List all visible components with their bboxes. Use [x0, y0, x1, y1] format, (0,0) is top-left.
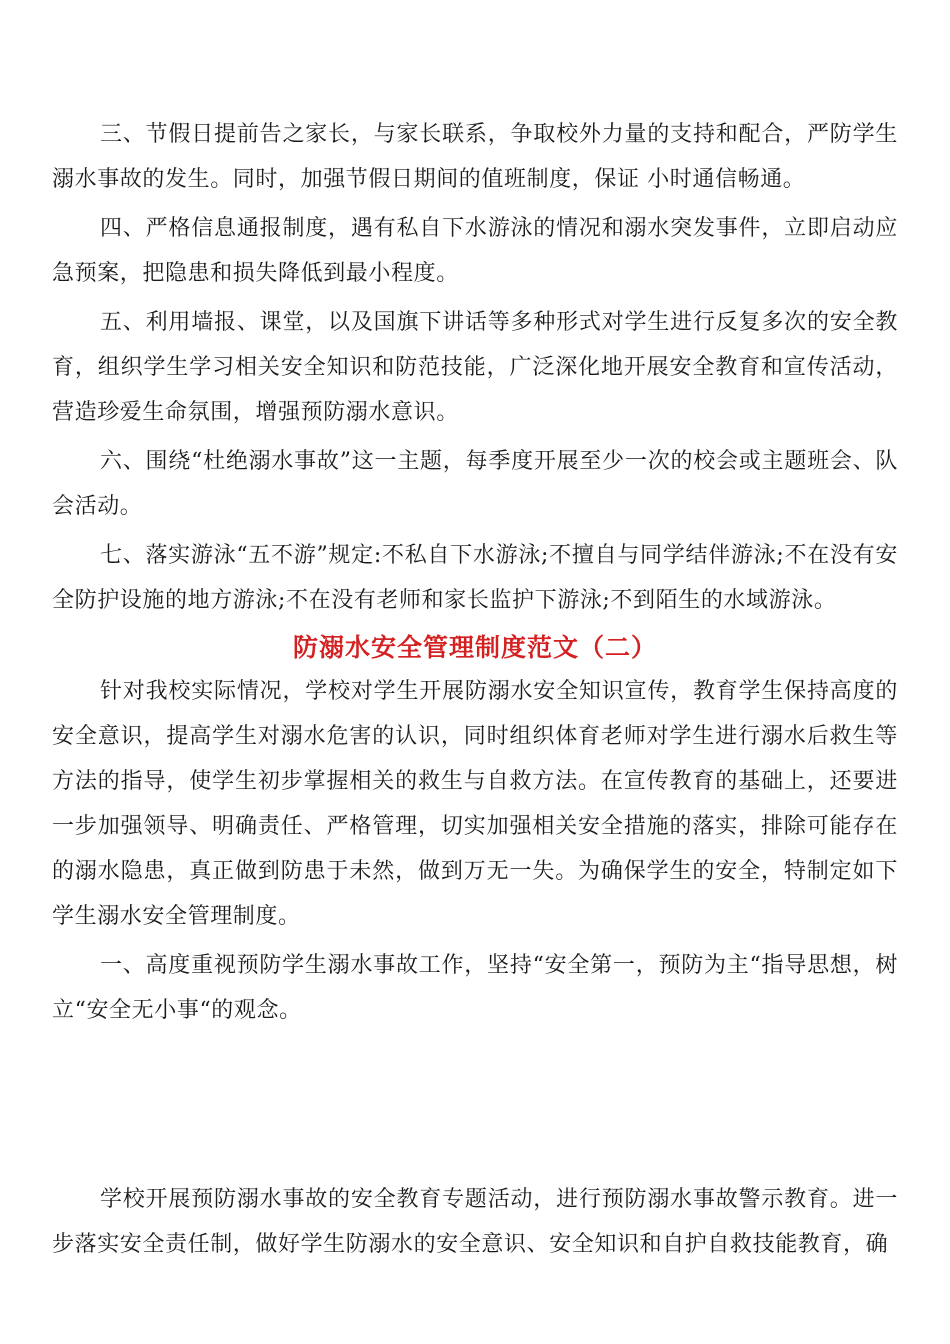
- paragraph-4: 四、严格信息通报制度，遇有私自下水游泳的情况和溺水突发事件，立即启动应急预案，把隐患和损失降低到最小程度。: [52, 216, 898, 286]
- document-page: [52, 112, 898, 1271]
- paragraph-7: 七、落实游泳“五不游”规定:不私自下水游泳;不擅自与同学结伴游泳;不在没有安全防护设施的地方游泳;不在没有老师和家长监护下游泳;不到陌生的水域游泳。: [52, 543, 898, 613]
- paragraph-5: 五、利用墙报、课堂，以及国旗下讲话等多种形式对学生进行反复多次的安全教育，组织学生学习相关安全知识和防范技能，广泛深化地开展安全教育和宣传活动，营造珍爱生命氛围，增强预防溺水意识。: [52, 310, 898, 425]
- section-title: 防溺水安全管理制度范文（二）: [292, 633, 657, 662]
- blank-gap: [52, 1037, 898, 1177]
- paragraph-1: 一、高度重视预防学生溺水事故工作，坚持“安全第一，预防为主“指导思想，树立“安全无小事“的观念。: [52, 953, 898, 1023]
- continuation-paragraph: 学校开展预防溺水事故的安全教育专题活动，进行预防溺水事故警示教育。进一步落实安全责任制，做好学生防溺水的安全意识、安全知识和自护自救技能教育，确: [52, 1187, 898, 1257]
- paragraph-3: 三、节假日提前告之家长，与家长联系，争取校外力量的支持和配合，严防学生溺水事故的发生。同时，加强节假日期间的值班制度，保证 小时通信畅通。: [52, 122, 898, 192]
- intro-paragraph: 针对我校实际情况，学校对学生开展防溺水安全知识宣传，教育学生保持高度的安全意识，提高学生对溺水危害的认识，同时组织体育老师对学生进行溺水后救生等方法的指导，使学生初步掌握相关的救生与自救方法。在宣传教育的基础上，还要进一步加强领导、明确责任、严格管理，切实加强相关安全措施的落实，排除可能存在的溺水隐患，真正做到防患于未然，做到万无一失。为确保学生的安全，特制定如下学生溺水安全管理制度。: [52, 679, 898, 929]
- paragraph-6: 六、围绕“杜绝溺水事故”这一主题，每季度开展至少一次的校会或主题班会、队会活动。: [52, 449, 898, 519]
